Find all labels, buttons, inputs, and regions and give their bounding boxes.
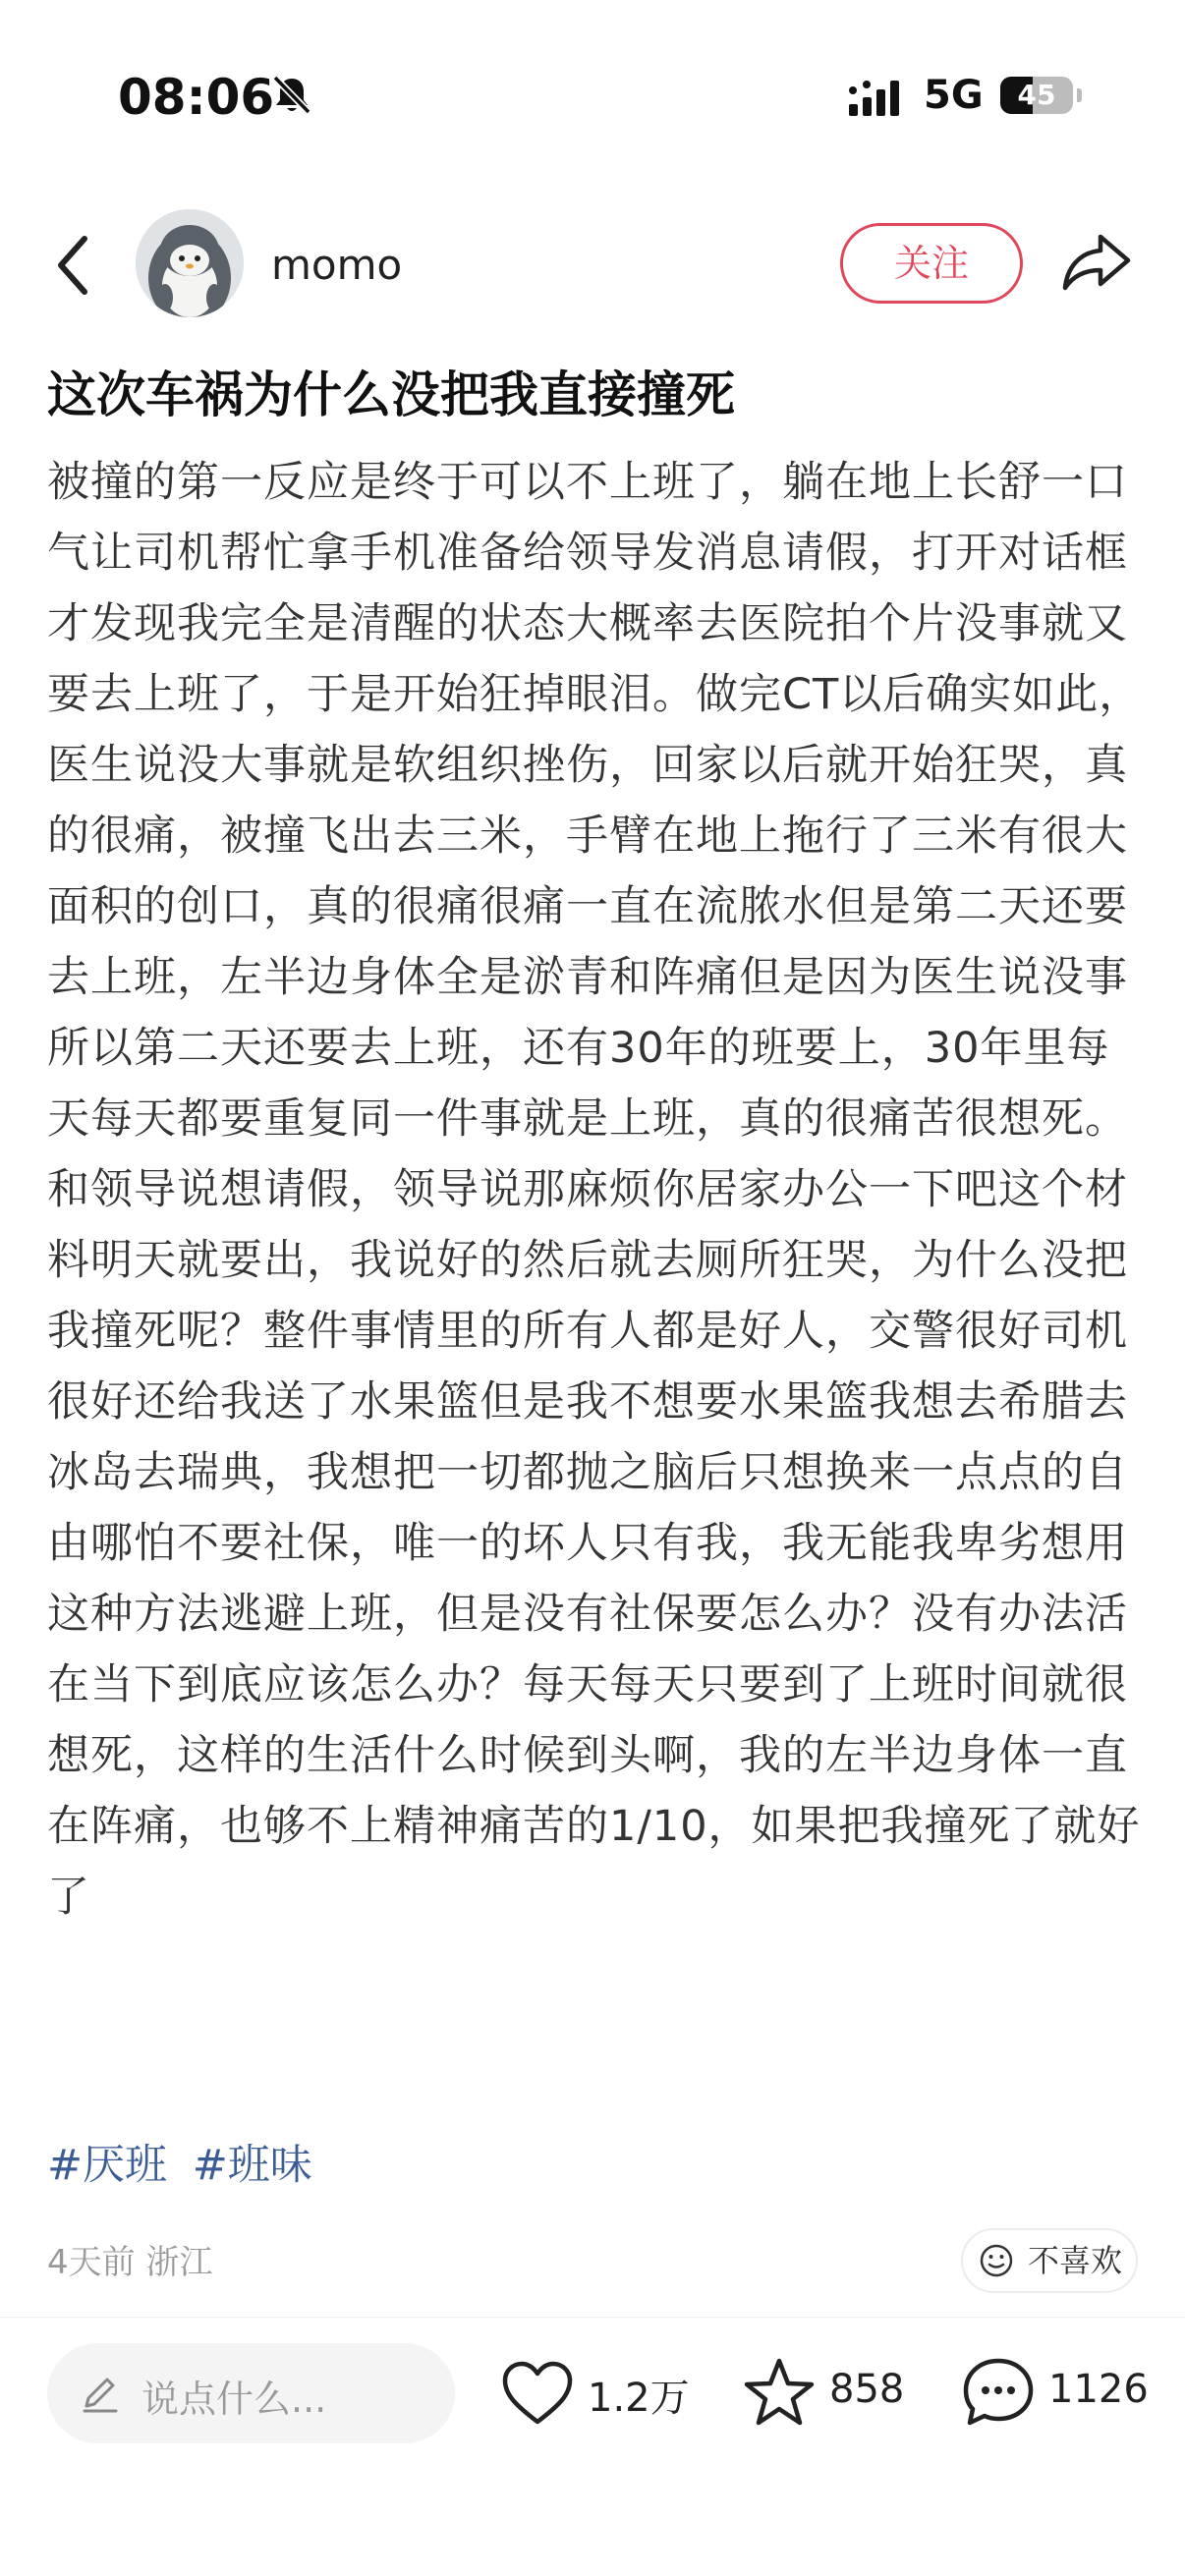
comment-count: 1126 bbox=[1048, 2367, 1149, 2412]
pen-icon bbox=[77, 2371, 122, 2416]
comment-placeholder: 说点什么... bbox=[141, 2378, 327, 2421]
status-time: 08:06 bbox=[118, 69, 275, 126]
battery-cap bbox=[1077, 88, 1082, 102]
post-body: 被撞的第一反应是终于可以不上班了，躺在地上长舒一口气让司机帮忙拿手机准备给领导发消息请假，打开对话框才发现我完全是清醒的状态大概率去医院拍个片没事就又要去上班了，于是开始狂掉眼泪。做完CT以后确实如此，医生说没大事就是软组织挫伤，回家以后就开始狂哭，真的很痛，被撞飞出去三米，手臂在地上拖行了三米有很大面积的创口，真的很痛很痛一直在流脓水但是第二天还要去上班，左半边身体全是淤青和阵痛但是因为医生说没事所以第二天还要去上班，还有30年的班要上，30年里每天每天都要重复同一件事就是上班，真的很痛苦很想死。和领导说想请假，领导说那麻烦你居家办公一下吧这个材料明天就要出，我说好的然后就去厕所狂哭，为什么没把我撞死呢？整件事情里的所有人都是好人，交警很好司机很好还给我送了水果篮但是我不想要水果篮我想去希腊去冰岛去瑞典，我想把一切都抛之脑后只想换来一点点的自由哪怕不要社保，唯一的坏人只有我，我无能我卑劣想用这种方法逃避上班，但是没有社保要怎么办？没有办法活在当下到底应该怎么办？每天每天只要到了上班时间就很想死，这样的生活什么时候到头啊，我的左半边身体一直在阵痛，也够不上精神痛苦的1/10，如果把我撞死了就好了 bbox=[47, 458, 1143, 1922]
dislike-button[interactable] bbox=[961, 2228, 1138, 2293]
tag-link[interactable]: #厌班 bbox=[47, 2141, 168, 2190]
like-count: 1.2万 bbox=[588, 2376, 690, 2421]
post-title: 这次车祸为什么没把我直接撞死 bbox=[47, 366, 735, 423]
comment-input[interactable] bbox=[47, 2343, 455, 2443]
share-icon[interactable] bbox=[1061, 231, 1132, 294]
heart-icon bbox=[497, 2353, 578, 2434]
network-type: 5G bbox=[924, 73, 984, 118]
divider bbox=[0, 2317, 1185, 2318]
back-icon[interactable] bbox=[49, 231, 98, 300]
tag-link[interactable]: #班味 bbox=[192, 2141, 312, 2190]
username[interactable]: momo bbox=[271, 241, 403, 289]
battery-percentage: 45 bbox=[1017, 79, 1056, 111]
collect-count: 858 bbox=[829, 2367, 905, 2412]
smile-icon bbox=[979, 2243, 1014, 2278]
avatar-penguin-icon bbox=[136, 209, 244, 317]
status-bar bbox=[0, 0, 1185, 196]
signal-icon bbox=[847, 79, 906, 118]
post-tags bbox=[47, 2132, 324, 2192]
star-icon bbox=[739, 2353, 819, 2434]
dislike-label: 不喜欢 bbox=[1028, 2242, 1123, 2279]
battery-indicator bbox=[1000, 77, 1073, 114]
post-meta: 4天前 浙江 bbox=[47, 2243, 213, 2282]
home-indicator-area bbox=[0, 2486, 1185, 2576]
post-header bbox=[0, 201, 1185, 329]
follow-button[interactable]: 关注 bbox=[840, 223, 1023, 304]
avatar[interactable] bbox=[136, 209, 244, 317]
bell-muted-icon bbox=[270, 73, 313, 116]
comment-bubble-icon bbox=[958, 2353, 1039, 2434]
